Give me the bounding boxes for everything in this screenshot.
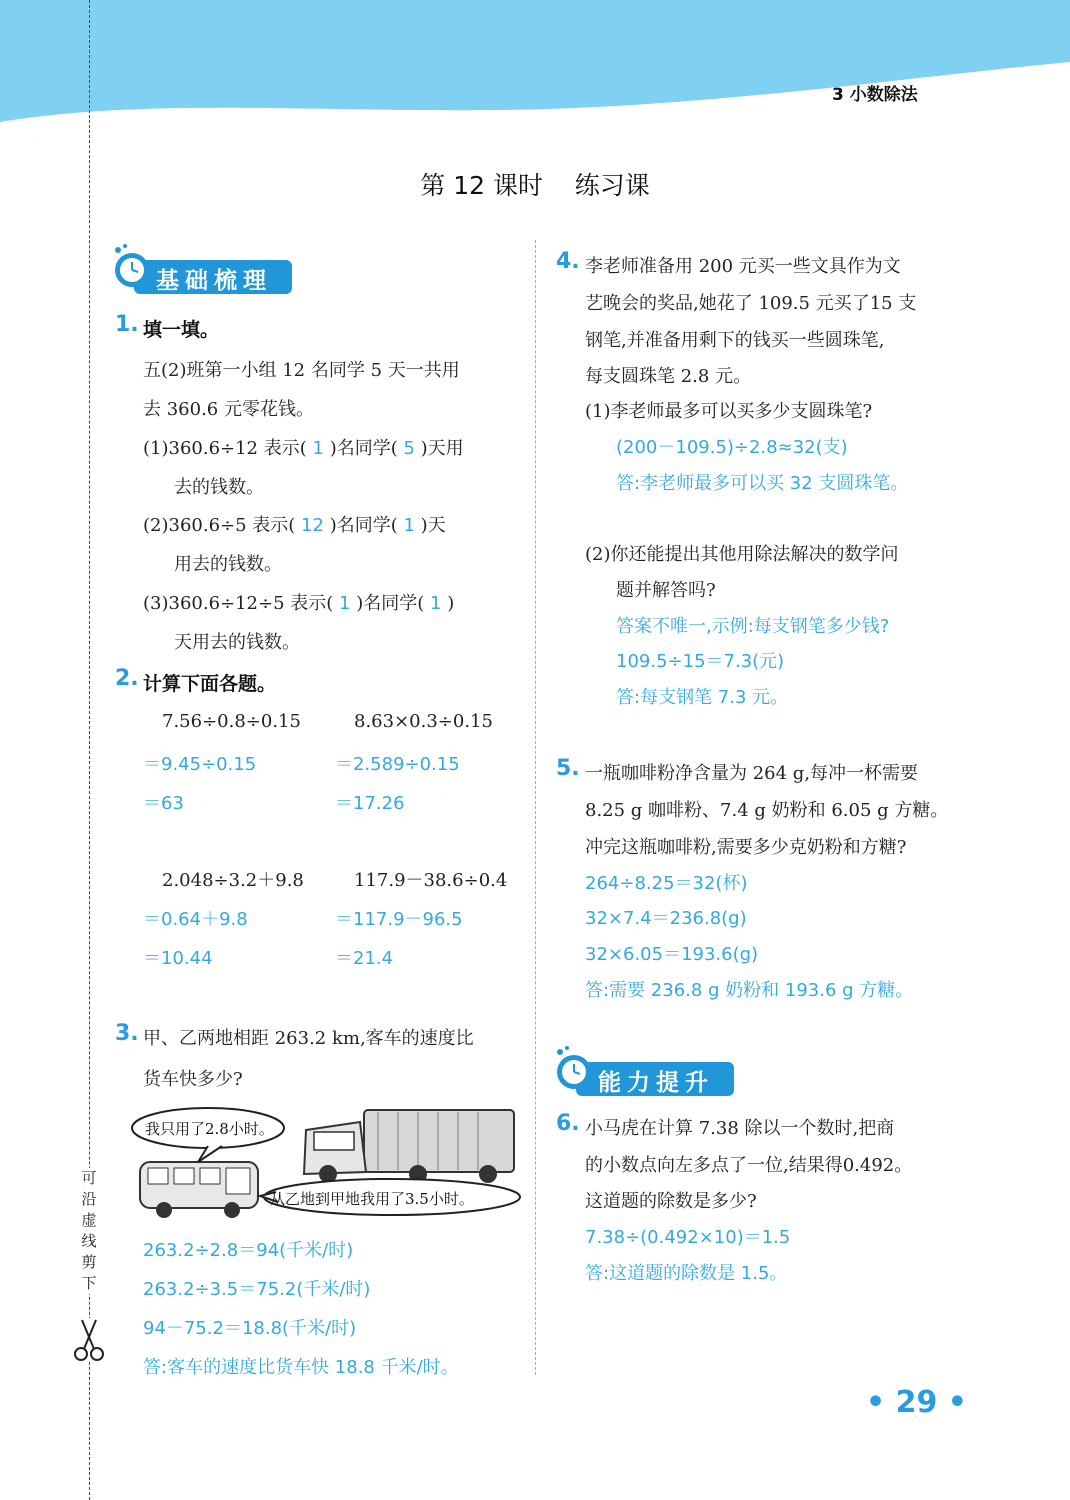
q1-part3: (3)360.6÷12÷5 表示( 1 )名同学( 1 ) [143, 593, 455, 614]
section-badge-basic [112, 240, 297, 296]
q5-stem-line: 一瓶咖啡粉净含量为 264 g,每冲一杯需要 [585, 763, 919, 784]
q4-answer1-line: 答:李老师最多可以买 32 支圆珠笔。 [616, 473, 909, 494]
q1-part2-blank: 12 [301, 515, 324, 536]
q4-stem-line: 每支圆珠笔 2.8 元。 [585, 366, 752, 387]
q3-number: 3. [115, 1021, 139, 1046]
q4-stem-line: 艺晚会的奖品,她花了 109.5 元买了15 支 [585, 293, 917, 314]
q2-expression: 8.63×0.3÷0.15 [354, 711, 493, 732]
q1-part3-blank: 1 [430, 593, 442, 614]
q2-expression: 7.56÷0.8÷0.15 [162, 711, 301, 732]
q2-step: ＝9.45÷0.15 [143, 754, 257, 775]
q4-answer2-line: 答案不唯一,示例:每支钢笔多少钱? [616, 616, 890, 637]
q5-answer-line: 32×7.4＝236.8(g) [585, 908, 747, 929]
q2-step: ＝10.44 [143, 948, 213, 969]
chapter-label: 3 小数除法 [832, 85, 918, 105]
q3-answer-line: 263.2÷2.8＝94(千米/时) [143, 1240, 354, 1261]
q1-part3-cont: 天用去的钱数。 [174, 632, 300, 653]
q5-answer-line: 32×6.05＝193.6(g) [585, 944, 759, 965]
page-number: • 29 • [866, 1385, 967, 1420]
q5-answer-line: 264÷8.25＝32(杯) [585, 873, 748, 894]
scissors-icon [72, 1318, 106, 1362]
q1-stem-line: 去 360.6 元零花钱。 [143, 399, 314, 420]
q1-part2-blank: 1 [403, 515, 415, 536]
q4-answer1-line: (200－109.5)÷2.8≈32(支) [616, 437, 848, 458]
q5-answer-line: 答:需要 236.8 g 奶粉和 193.6 g 方糖。 [585, 980, 914, 1001]
q6-answer-line: 7.38÷(0.492×10)＝1.5 [585, 1227, 791, 1248]
q5-stem-line: 冲完这瓶咖啡粉,需要多少克奶粉和方糖? [585, 837, 907, 858]
q2-expression: 2.048÷3.2＋9.8 [162, 870, 304, 891]
q2-step: ＝21.4 [335, 948, 394, 969]
q4-stem-line: 钢笔,并准备用剩下的钱买一些圆珠笔, [585, 330, 885, 351]
q2-step: ＝117.9－96.5 [335, 909, 463, 930]
q4-number: 4. [556, 249, 580, 274]
q1-part1: (1)360.6÷12 表示( 1 )名同学( 5 )天用 [143, 438, 464, 459]
q1-part1-cont: 去的钱数。 [174, 477, 264, 498]
bus-bubble-text: 我只用了2.8小时。 [145, 1120, 274, 1138]
lesson-title: 第 12 课时 练习课 [420, 171, 650, 200]
q1-number: 1. [115, 312, 139, 337]
q3-stem-line: 货车快多少? [143, 1069, 243, 1090]
q4-answer2-line: 109.5÷15＝7.3(元) [616, 651, 785, 672]
q1-part1-blank: 1 [312, 438, 324, 459]
bus-icon [140, 1162, 258, 1218]
q6-stem-line: 的小数点向左多点了一位,结果得0.492。 [585, 1155, 913, 1176]
q6-number: 6. [556, 1111, 580, 1136]
section-title-basic: 基础梳理 [156, 268, 272, 294]
q6-stem-line: 这道题的除数是多少? [585, 1191, 757, 1212]
q3-answer-line: 94－75.2＝18.8(千米/时) [143, 1318, 357, 1339]
q5-number: 5. [556, 756, 580, 781]
q2-title: 计算下面各题。 [143, 673, 277, 695]
q1-part1-blank: 5 [403, 438, 415, 459]
q2-step: ＝2.589÷0.15 [335, 754, 460, 775]
section-title-advanced: 能力提升 [598, 1070, 714, 1096]
q2-step: ＝17.26 [335, 793, 405, 814]
column-divider [535, 240, 536, 1375]
q4-sub2-line: 题并解答吗? [616, 580, 716, 601]
q1-part2: (2)360.6÷5 表示( 12 )名同学( 1 )天 [143, 515, 446, 536]
q3-answer-line: 答:客车的速度比货车快 18.8 千米/时。 [143, 1357, 459, 1378]
q2-expression: 117.9－38.6÷0.4 [354, 870, 508, 891]
q3-answer-line: 263.2÷3.5＝75.2(千米/时) [143, 1279, 371, 1300]
section-badge-advanced [554, 1042, 739, 1098]
q2-step: ＝0.64＋9.8 [143, 909, 248, 930]
q5-stem-line: 8.25 g 咖啡粉、7.4 g 奶粉和 6.05 g 方糖。 [585, 800, 949, 821]
q2-step: ＝63 [143, 793, 184, 814]
q1-part2-cont: 用去的钱数。 [174, 554, 282, 575]
q4-stem-line: 李老师准备用 200 元买一些文具作为文 [585, 256, 901, 277]
q4-answer2-line: 答:每支钢笔 7.3 元。 [616, 687, 789, 708]
truck-bubble-text: 从乙地到甲地我用了3.5小时。 [270, 1190, 474, 1208]
q2-number: 2. [115, 666, 139, 691]
q4-sub1: (1)李老师最多可以买多少支圆珠笔? [585, 401, 873, 422]
truck-icon [304, 1110, 514, 1183]
q1-title: 填一填。 [143, 319, 220, 341]
q4-sub2-line: (2)你还能提出其他用除法解决的数学问 [585, 544, 899, 565]
q1-stem-line: 五(2)班第一小组 12 名同学 5 天一共用 [143, 360, 460, 381]
q1-part3-blank: 1 [339, 593, 351, 614]
q6-answer-line: 答:这道题的除数是 1.5。 [585, 1263, 788, 1284]
q6-stem-line: 小马虎在计算 7.38 除以一个数时,把商 [585, 1118, 895, 1139]
cut-hint-text: 可 沿 虚 线 剪 下 [81, 1169, 97, 1292]
header-wave-band [0, 0, 1070, 140]
q3-stem-line: 甲、乙两地相距 263.2 km,客车的速度比 [143, 1028, 474, 1049]
